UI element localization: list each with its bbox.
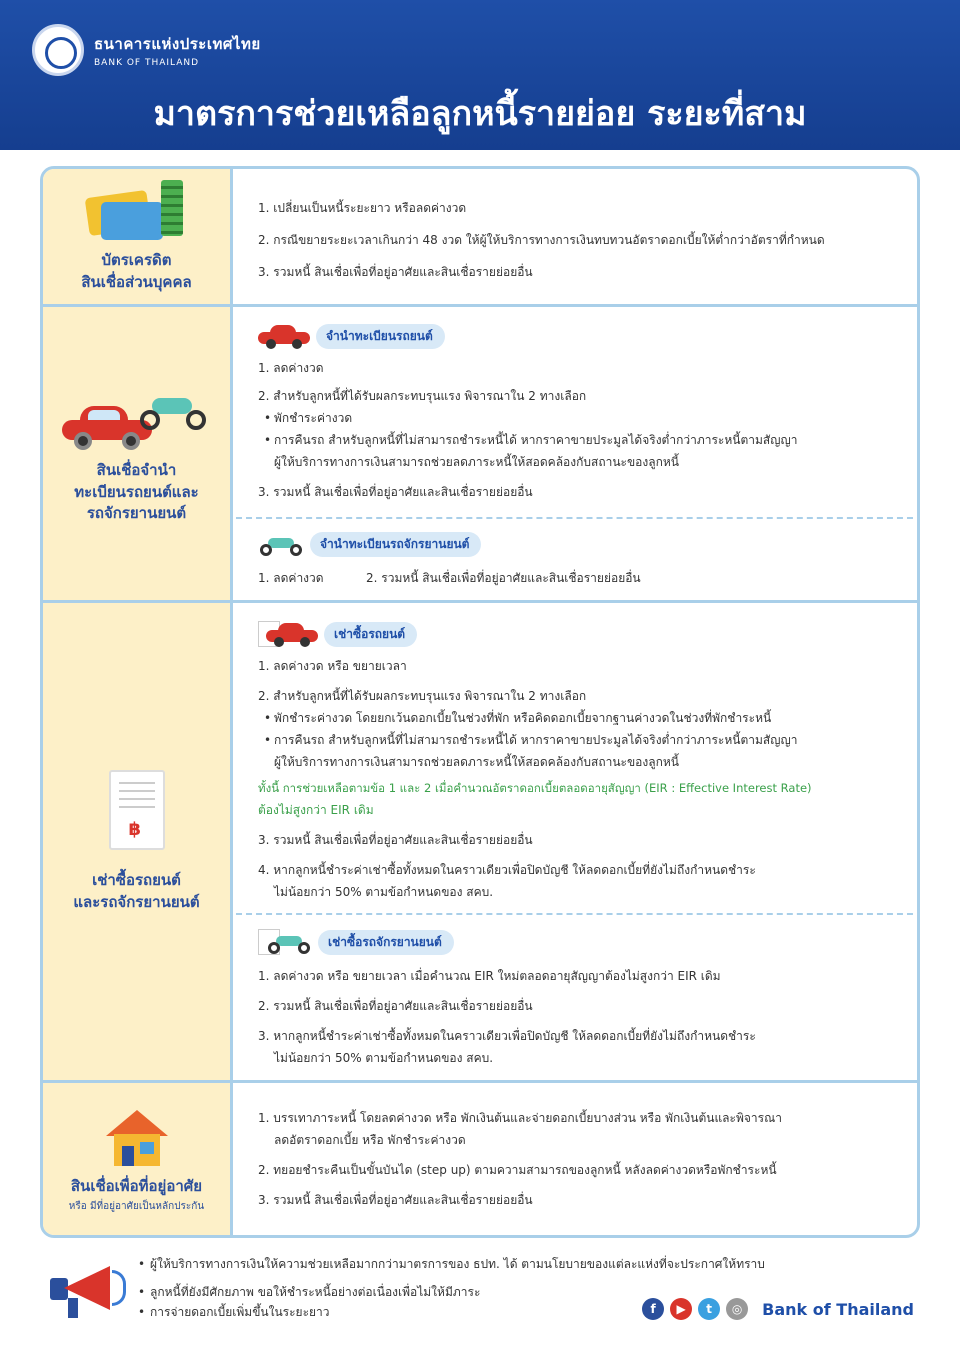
title-moto-item-2: 2. รวมหนี้ สินเชื่อเพื่อที่อยู่อาศัยและสินเชื่อรายย่อยอื่น — [366, 571, 641, 585]
category-sublabel: หรือ มีที่อยู่อาศัยเป็นหลักประกัน — [68, 1201, 205, 1213]
lease-car-bullet-1: • พักชำระค่างวด โดยยกเว้นดอกเบี้ยในช่วงที่พัก หรือคิดดอกเบี้ยจากฐานค่างวดในช่วงที่พักชำระหนี้ — [274, 707, 909, 729]
subhead-moto-lease — [258, 929, 454, 955]
row-title-loan — [43, 307, 920, 603]
lease-moto-item-3: 3. หากลูกหนี้ชำระค่าเช่าซื้อทั้งหมดในคราวเดียวเพื่อปิดบัญชี ให้ลดดอกเบี้ยที่ยังไม่ถึงกำหนดชำระ — [258, 1029, 756, 1043]
car-icon — [266, 623, 318, 645]
credit-item-2: 2. กรณีขยายระยะเวลาเกินกว่า 48 งวด ให้ผู้ให้บริการทางการเงินทบทวนอัตราดอกเบี้ยให้ต่ำกว่าอัตราที่กำหนด — [258, 233, 825, 247]
subhead-label: เช่าซื้อรถยนต์ — [324, 622, 417, 647]
category-housing — [43, 1083, 233, 1238]
lease-moto-item-1: 1. ลดค่างวด หรือ ขยายเวลา เมื่อคำนวณ EIR ใหม่ตลอดอายุสัญญาต้องไม่สูงกว่า EIR เดิม — [258, 969, 721, 983]
footer-note-2: • ลูกหนี้ที่ยังมีศักยภาพ ขอให้ชำระหนี้อย่างต่อเนื่องเพื่อไม่ให้มีภาระ — [150, 1282, 480, 1302]
category-credit — [43, 169, 233, 304]
lease-car-item-3: 3. รวมหนี้ สินเชื่อเพื่อที่อยู่อาศัยและสินเชื่อรายย่อยอื่น — [258, 833, 533, 847]
row-credit-card — [43, 169, 920, 307]
title-car-item-2: 2. สำหรับลูกหนี้ที่ได้รับผลกระทบรุนแรง พิจารณาใน 2 ทางเลือก — [258, 389, 587, 403]
subhead-car-lease — [258, 621, 417, 647]
subhead-label: จำนำทะเบียนรถจักรยานยนต์ — [310, 532, 481, 557]
car-icon — [258, 325, 310, 347]
subhead-moto-title — [258, 531, 481, 557]
subhead-car-title — [258, 323, 445, 349]
subhead-label: จำนำทะเบียนรถยนต์ — [316, 324, 445, 349]
brand-name: Bank of Thailand — [762, 1299, 914, 1319]
youtube-icon[interactable]: ▶ — [670, 1298, 692, 1320]
housing-item-1-cont: ลดอัตราดอกเบี้ย หรือ พักชำระค่างวด — [274, 1133, 466, 1147]
page-title: มาตรการช่วยเหลือลูกหนี้รายย่อย ระยะที่สาม — [153, 94, 807, 134]
category-label: เช่าซื้อรถยนต์ และรถจักรยานยนต์ — [73, 870, 200, 911]
housing-item-3: 3. รวมหนี้ สินเชื่อเพื่อที่อยู่อาศัยและสินเชื่อรายย่อยอื่น — [258, 1193, 533, 1207]
bot-seal-icon — [32, 24, 84, 76]
title-car-item-3: 3. รวมหนี้ สินเชื่อเพื่อที่อยู่อาศัยและสินเชื่อรายย่อยอื่น — [258, 485, 533, 499]
twitter-icon[interactable]: t — [698, 1298, 720, 1320]
category-label: สินเชื่อจำนำ ทะเบียนรถยนต์และ รถจักรยานยนต์ — [74, 460, 199, 523]
lease-moto-item-2: 2. รวมหนี้ สินเชื่อเพื่อที่อยู่อาศัยและสินเชื่อรายย่อยอื่น — [258, 999, 533, 1013]
contract-document-icon: ฿ — [109, 770, 165, 850]
footer-note-2-cont: • การจ่ายดอกเบี้ยเพิ่มขึ้นในระยะยาว — [150, 1302, 330, 1322]
bot-logo — [32, 24, 261, 76]
credit-item-3: 3. รวมหนี้ สินเชื่อเพื่อที่อยู่อาศัยและสินเชื่อรายย่อยอื่น — [258, 265, 533, 279]
motorcycle-icon — [258, 532, 304, 556]
title-car-item-1: 1. ลดค่างวด — [258, 361, 324, 375]
lease-car-item-1: 1. ลดค่างวด หรือ ขยายเวลา — [258, 659, 407, 673]
lease-car-item-4-cont: ไม่น้อยกว่า 50% ตามข้อกำหนดของ สคบ. — [274, 885, 494, 899]
divider — [236, 913, 920, 915]
row-leasing — [43, 603, 920, 1083]
lease-car-item-2: 2. สำหรับลูกหนี้ที่ได้รับผลกระทบรุนแรง พิจารณาใน 2 ทางเลือก — [258, 689, 587, 703]
website-icon[interactable]: ◎ — [726, 1298, 748, 1320]
divider — [236, 517, 920, 519]
house-icon — [106, 1110, 168, 1168]
lease-eir-note: ทั้งนี้ การช่วยเหลือตามข้อ 1 และ 2 เมื่อคำนวณอัตราดอกเบี้ยตลอดอายุสัญญา (EIR : Effective Interest Rate) — [258, 781, 812, 795]
category-leasing — [43, 603, 233, 1080]
category-title-loan — [43, 307, 233, 600]
header-banner — [0, 0, 960, 150]
housing-item-2: 2. ทยอยชำระคืนเป็นขั้นบันได (step up) ตามความสามารถของลูกหนี้ หลังลดค่างวดหรือพักชำระหนี้ — [258, 1163, 777, 1177]
footer-note-1: • ผู้ให้บริการทางการเงินให้ความช่วยเหลือมากกว่ามาตรการของ ธปท. ได้ ตามนโยบายของแต่ละแห่งที่จะประกาศให้ทราบ — [150, 1254, 765, 1274]
title-car-bullet-cont: ผู้ให้บริการทางการเงินสามารถช่วยลดภาระหนี้ให้สอดคล้องกับสถานะของลูกหนี้ — [274, 455, 679, 469]
lease-eir-note-cont: ต้องไม่สูงกว่า EIR เดิม — [258, 803, 374, 817]
footer — [40, 1246, 920, 1346]
credit-cards-icon — [87, 180, 187, 242]
credit-item-1: 1. เปลี่ยนเป็นหนี้ระยะยาว หรือลดค่างวด — [258, 201, 467, 215]
motorcycle-icon — [266, 930, 312, 954]
lease-moto-item-3-cont: ไม่น้อยกว่า 50% ตามข้อกำหนดของ สคบ. — [274, 1051, 494, 1065]
title-car-bullet-1: • พักชำระค่างวด — [274, 407, 909, 429]
social-links — [642, 1298, 914, 1320]
lease-car-bullet-2: • การคืนรถ สำหรับลูกหนี้ที่ไม่สามารถชำระหนี้ได้ หากราคาขายประมูลได้จริงต่ำกว่าภาระหนี้ตามสัญญา — [274, 729, 909, 751]
facebook-icon[interactable]: f — [642, 1298, 664, 1320]
housing-item-1: 1. บรรเทาภาระหนี้ โดยลดค่างวด หรือ พักเงินต้นและจ่ายดอกเบี้ยบางส่วน หรือ พักเงินต้นและพิจารณา — [258, 1111, 782, 1125]
measures-table — [40, 166, 920, 1238]
title-moto-item-1: 1. ลดค่างวด — [258, 571, 324, 585]
title-car-bullet-2: • การคืนรถ สำหรับลูกหนี้ที่ไม่สามารถชำระหนี้ได้ หากราคาขายประมูลได้จริงต่ำกว่าภาระหนี้ตามสัญญา — [274, 429, 909, 451]
category-label: สินเชื่อเพื่อที่อยู่อาศัย — [70, 1176, 203, 1195]
megaphone-icon — [46, 1260, 120, 1322]
subhead-label: เช่าซื้อรถจักรยานยนต์ — [318, 930, 454, 955]
row-housing — [43, 1083, 920, 1238]
org-name-en: BANK OF THAILAND — [94, 58, 200, 68]
lease-car-item-4: 4. หากลูกหนี้ชำระค่าเช่าซื้อทั้งหมดในคราวเดียวเพื่อปิดบัญชี ให้ลดดอกเบี้ยที่ยังไม่ถึงกำหนดชำระ — [258, 863, 756, 877]
lease-car-bullet-cont: ผู้ให้บริการทางการเงินสามารถช่วยลดภาระหนี้ให้สอดคล้องกับสถานะของลูกหนี้ — [274, 755, 679, 769]
org-name-th: ธนาคารแห่งประเทศไทย — [94, 35, 261, 53]
motorcycle-icon — [138, 382, 208, 432]
category-label: บัตรเครดิต สินเชื่อส่วนบุคคล — [81, 250, 192, 291]
